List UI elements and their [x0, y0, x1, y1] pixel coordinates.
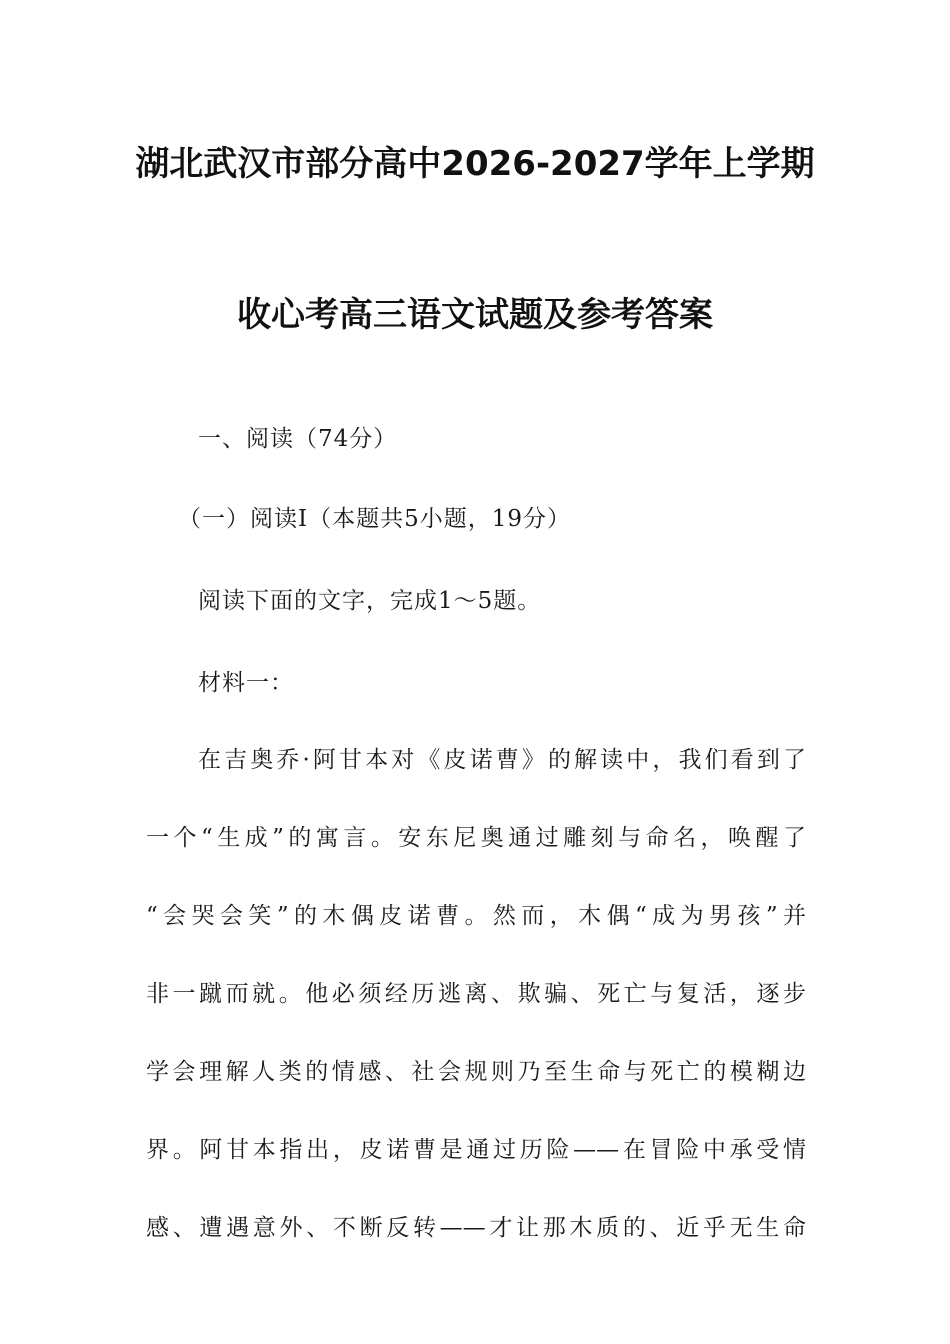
material-label: 材料一：	[198, 670, 294, 696]
reading-instruction: 阅读下面的文字，完成1～5题。	[198, 588, 542, 614]
paragraph-line: 学会理解人类的情感、社会规则乃至生命与死亡的模糊边	[146, 1059, 806, 1085]
section-heading: 一、阅读（74分）	[198, 426, 398, 452]
paragraph-line: 一个“生成”的寓言。安东尼奥通过雕刻与命名，唤醒了	[146, 825, 806, 851]
document-title-line-1: 湖北武汉市部分高中2026-2027学年上学期	[135, 144, 815, 184]
paragraph-line: 感、遭遇意外、不断反转——才让那木质的、近乎无生命	[146, 1215, 806, 1241]
paragraph-line: 界。阿甘本指出，皮诺曹是通过历险——在冒险中承受情	[146, 1137, 806, 1163]
paragraph-line: 非一蹴而就。他必须经历逃离、欺骗、死亡与复活，逐步	[146, 981, 806, 1007]
paragraph-line: 在吉奥乔·阿甘本对《皮诺曹》的解读中，我们看到了	[198, 747, 806, 773]
subsection-heading: （一）阅读Ⅰ（本题共5小题，19分）	[178, 506, 571, 532]
material-paragraph	[146, 740, 806, 1286]
paragraph-line: “会哭会笑”的木偶皮诺曹。然而，木偶“成为男孩”并	[146, 903, 806, 929]
document-title-line-2: 收心考高三语文试题及参考答案	[237, 295, 713, 335]
